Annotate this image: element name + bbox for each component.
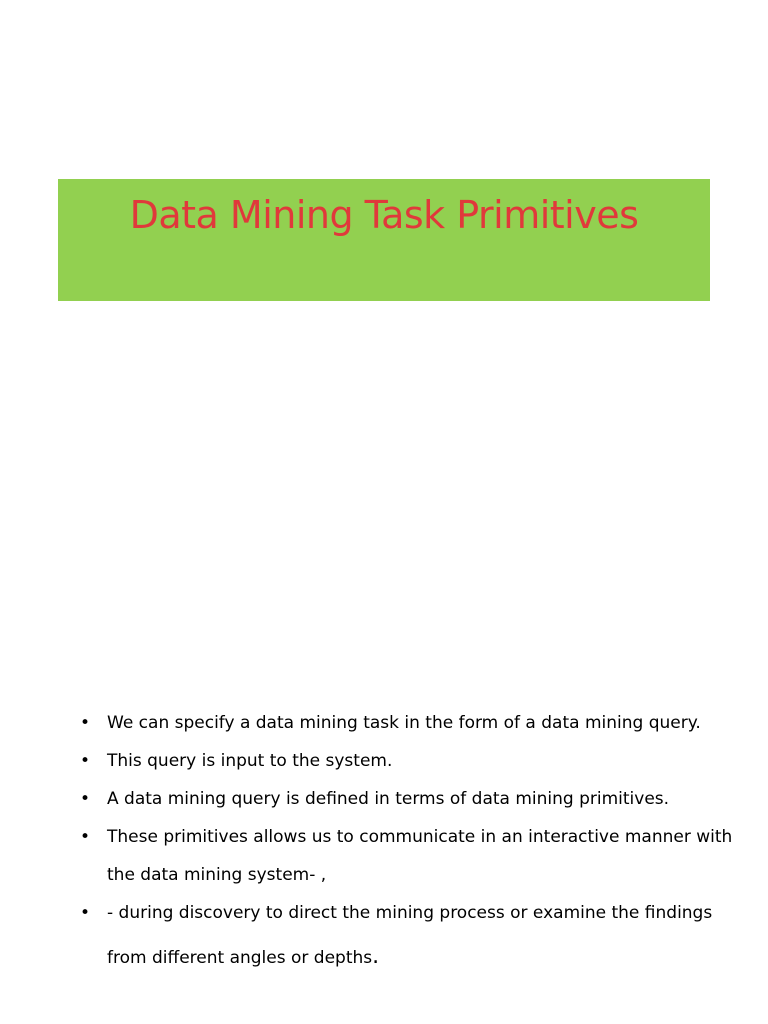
bullet-text: A data mining query is defined in terms of data mining primitives. — [107, 789, 670, 809]
bullet-icon: • — [80, 789, 91, 809]
bullet-icon: • — [80, 713, 91, 733]
list-item — [80, 704, 750, 742]
list-item — [80, 894, 750, 977]
list-item — [80, 818, 750, 894]
bullet-text-line2-period: . — [372, 944, 380, 969]
list-item — [80, 780, 750, 818]
bullet-text: These primitives allows us to communicate in an interactive manner with the data mining system- , — [107, 827, 733, 885]
title-banner — [58, 179, 710, 301]
bullet-text-line2 — [107, 938, 750, 977]
bullet-text-line1: - during discovery to direct the mining process or examine the findings — [107, 903, 713, 923]
bullet-text: This query is input to the system. — [107, 751, 393, 771]
bullet-icon: • — [80, 751, 91, 771]
list-item — [80, 742, 750, 780]
bullet-text: We can specify a data mining task in the form of a data mining query. — [107, 713, 701, 733]
bullet-icon: • — [80, 903, 91, 923]
bullet-icon: • — [80, 827, 91, 847]
slide-title: Data Mining Task Primitives — [129, 193, 639, 237]
bullet-text-line2-body: from different angles or depths — [107, 948, 373, 968]
bullet-list — [80, 704, 750, 977]
